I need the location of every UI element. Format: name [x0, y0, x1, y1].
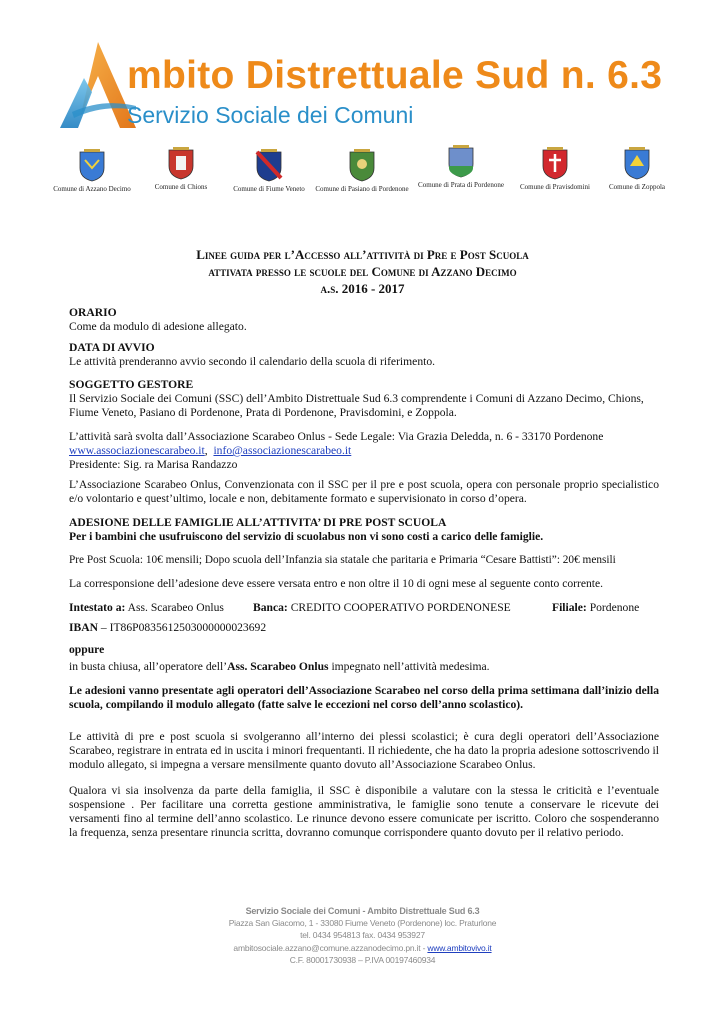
section-orario	[69, 306, 659, 334]
zoppola-crest-icon	[622, 146, 652, 180]
crest-label: Comune di Azzano Decimo	[53, 185, 131, 193]
footer-contacts	[0, 942, 725, 954]
azzano-crest-icon	[77, 148, 107, 182]
section-title: SOGGETTO GESTORE	[69, 378, 194, 391]
busta-post: impegnato nell’attività medesima.	[328, 660, 490, 673]
banca-label: Banca:	[253, 601, 288, 614]
pravisdomini-crest-icon	[540, 146, 570, 180]
crest-prata	[411, 144, 511, 189]
section-adesione	[69, 516, 659, 544]
ambito-logo-icon	[58, 40, 138, 132]
contacts-line	[69, 444, 659, 458]
website-link[interactable]: www.associazionescarabeo.it	[69, 444, 205, 457]
filiale-value: Pordenone	[589, 601, 640, 614]
section-title: ORARIO	[69, 306, 117, 319]
attivita-paragraph: Le attività di pre e post scuola si svolgeranno all’interno dei plessi scolastici; è cura degli operatori dell’Associazione Scarabeo, registrare in entrata ed in uscita i minori frequentanti. Il richiedente, che ha dato la propria adesione sottoscrivendo il modulo allegato, si impegna a versare mensilmente quanto dovuto all’Associazione Scarabeo Onlus.	[69, 730, 659, 771]
footer-title: Servizio Sociale dei Comuni - Ambito Distrettuale Sud 6.3	[245, 906, 480, 916]
presidente-text: Presidente: Sig. ra Marisa Randazzo	[69, 458, 238, 471]
gestore-text-line-1: Il Servizio Sociale dei Comuni (SSC) dell’Ambito Distrettuale Sud 6.3 comprendente i Comuni di Azzano Decimo, Chions,	[69, 392, 644, 405]
section-title: ADESIONE DELLE FAMIGLIE ALL’ATTIVITA’ DI PRE POST SCUOLA	[69, 516, 447, 529]
corresponsione-text: La corresponsione dell’adesione deve essere versata entro e non oltre il 10 di ogni mese al seguente conto corrente.	[69, 577, 604, 590]
busta-text	[69, 660, 490, 673]
intestato-label: Intestato a:	[69, 601, 126, 614]
section-soggetto-gestore	[69, 378, 659, 420]
crest-label: Comune di Zoppola	[609, 183, 665, 191]
section-title: DATA DI AVVIO	[69, 341, 155, 354]
crest-pasiano	[312, 148, 412, 193]
svolta-text: L’attività sarà svolta dall’Associazione Scarabeo Onlus - Sede Legale: Via Grazia Deledda, n. 6 - 33170 Pordenone	[69, 430, 604, 443]
busta-bold: Ass. Scarabeo Onlus	[227, 660, 329, 673]
footer-fiscal: C.F. 80001730938 – P.IVA 00197460934	[289, 954, 436, 965]
title-initial-spacer	[100, 54, 101, 55]
bank-banca	[253, 601, 511, 614]
banca-value: CREDITO COOPERATIVO PORDENONESE	[290, 601, 511, 614]
section-text: Come da modulo di adesione allegato.	[69, 320, 247, 333]
busta-pre: in busta chiusa, all’operatore dell’	[69, 660, 228, 673]
crest-label: Comune di Prata di Pordenone	[418, 181, 504, 189]
section-subtitle: Per i bambini che usufruiscono del servizio di scuolabus non vi sono costi a carico delle famiglie.	[69, 530, 544, 543]
crest-label: Comune di Fiume Veneto	[233, 185, 305, 193]
fiume-veneto-crest-icon	[254, 148, 284, 182]
header-subtitle: Servizio Sociale dei Comuni	[127, 102, 414, 128]
fees-text: Pre Post Scuola: 10€ mensili; Dopo scuola dell’Infanzia sia statale che paritaria e Primaria “Cesare Battisti”: 20€ mensili	[69, 554, 616, 566]
section-data-avvio	[69, 341, 659, 369]
footer	[0, 905, 725, 966]
insolvenza-paragraph: Qualora vi sia insolvenza da parte della famiglia, il SSC è disponibile a valutare con la stessa le criticità e l’eventuale sospensione . Per facilitare una corretta gestione amministrativa, le famiglie sono tenute a conservare le ricevute dei versamenti fino al termine dell’anno scolastico. Le rinunce devono essere comunicate per iscritto. Coloro che sospenderanno la frequenza, senza presentare rinuncia scritta, dovranno comunque corrispondere quanto dovuto per il relativo periodo.	[69, 784, 659, 839]
bank-filiale	[552, 601, 639, 614]
crest-label: Comune di Chions	[154, 183, 208, 191]
prata-crest-icon	[446, 144, 476, 178]
heading-line-1: Linee guida per l’Accesso all’attività di Pre e Post Scuola	[196, 247, 529, 262]
iban-value: – IT86P0835612503000000023692	[100, 621, 267, 634]
document-heading	[0, 246, 725, 297]
heading-line-3: a.s. 2016 - 2017	[320, 281, 405, 296]
crest-chions	[131, 146, 231, 191]
presentazione-paragraph: Le adesioni vanno presentate agli operatori dell’Associazione Scarabeo nel corso della prima settimana dall’inizio della scuola, compilando il modulo allegato (fatte salve le eccezioni nel corso dell’anno scolastico).	[69, 684, 659, 711]
intestato-value: Ass. Scarabeo Onlus	[127, 601, 224, 614]
footer-address: Piazza San Giacomo, 1 - 33080 Fiume Veneto (Pordenone) loc. Praturlone	[228, 918, 497, 929]
gestore-text-line-2: Fiume Veneto, Pasiano di Pordenone, Prata di Pordenone, Pravisdomini, e Zoppola.	[69, 406, 457, 419]
crest-azzano	[42, 148, 142, 193]
heading-line-2: attivata presso le scuole del Comune di Azzano Decimo	[208, 264, 517, 279]
oppure-text: oppure	[69, 643, 105, 656]
contacts-separator: ,	[204, 444, 208, 457]
footer-phone: tel. 0434 954813 fax. 0434 953927	[300, 930, 425, 941]
crest-fiume-veneto	[219, 148, 319, 193]
section-text: Le attività prenderanno avvio secondo il calendario della scuola di riferimento.	[69, 355, 436, 368]
pasiano-crest-icon	[347, 148, 377, 182]
chions-crest-icon	[166, 146, 196, 180]
iban-label: IBAN	[69, 621, 98, 634]
convenzione-text: L’Associazione Scarabeo Onlus, Convenzionata con il SSC per il pre e post scuola, opera con personale proprio specialistico e/o volontario e quest’ultimo, locale e non, debitamente formato e supervisionato in corso d’opera.	[69, 478, 659, 505]
crest-label: Comune di Pravisdomini	[520, 183, 590, 191]
bank-intestato	[69, 601, 224, 614]
email-link[interactable]: info@associazionescarabeo.it	[213, 444, 352, 457]
footer-email: ambitosociale.azzano@comune.azzanodecimo.pn.it -	[233, 942, 426, 953]
header-title: mbito Distrettuale Sud n. 6.3	[127, 54, 663, 97]
crest-label: Comune di Pasiano di Pordenone	[315, 185, 409, 193]
footer-website-link[interactable]: www.ambitovivo.it	[427, 942, 492, 953]
bank-iban	[69, 621, 266, 634]
crest-zoppola	[587, 146, 687, 191]
filiale-label: Filiale:	[552, 601, 587, 614]
